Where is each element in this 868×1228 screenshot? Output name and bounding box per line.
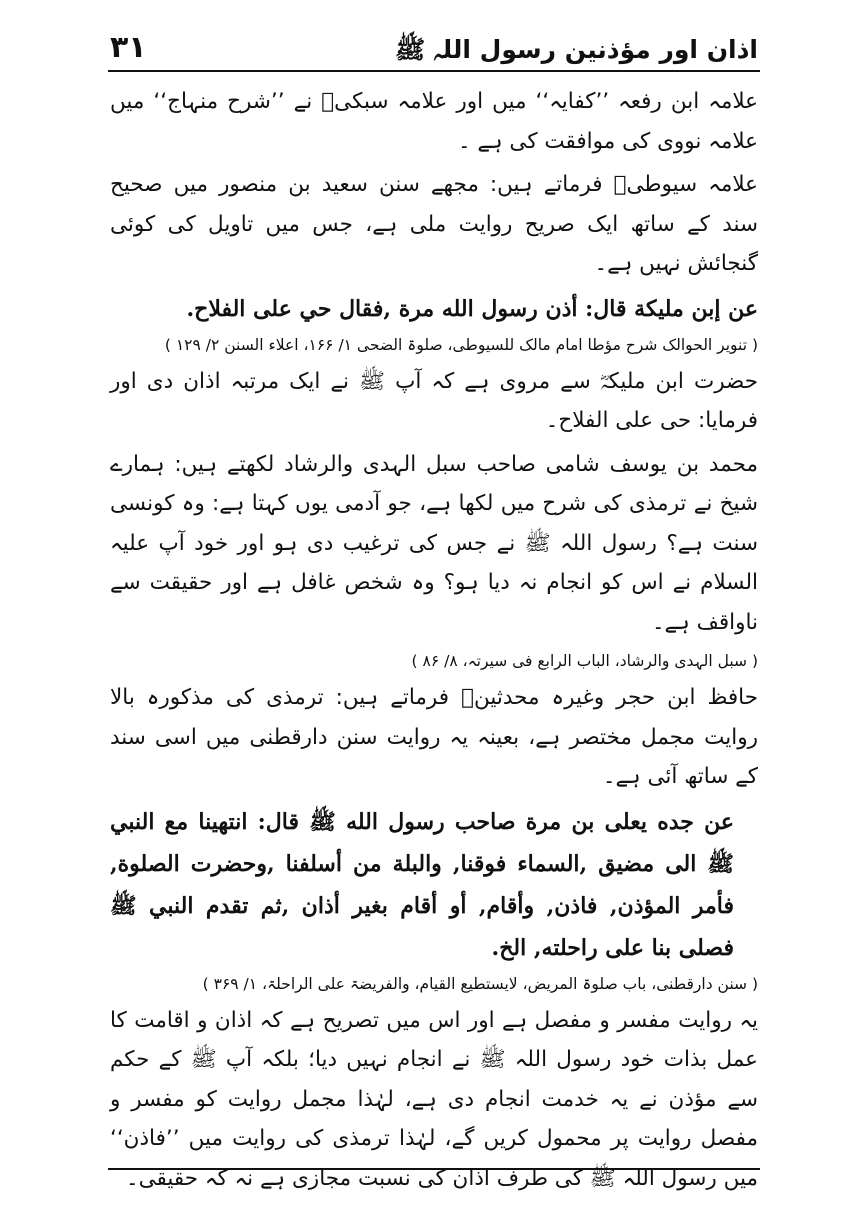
arabic-hadith-ibn-mulaika: عن إبن مليكة قال: أذن رسول الله مرة ,فقال حي على الفلاح. xyxy=(186,295,758,322)
paragraph-shami-statement: محمد بن یوسف شامی صاحب سبل الہدی والرشاد لکھتے ہیں: ہمارے شیخ نے ترمذی کی شرح میں لکھا ہے، جو آدمی یوں کہتا ہے: وہ کونسی سنت ہے؟ رسول اللہ ﷺ نے جس کی ترغیب دی ہو اور خود آپ علیہ السلام نے اس کو انجام نہ دیا ہو؟ وہ شخص غافل ہے اور حقیقت سے ناواقف ہے۔ xyxy=(110,451,758,635)
header-rule xyxy=(108,70,760,72)
reference-tanwir: ( تنویر الحوالک شرح مؤطا امام مالک للسیوطی، صلوۃ الضحی ۱/ ۱۶۶، اعلاء السنن ۲/ ۱۲۹ ) xyxy=(164,335,758,354)
paragraph-suyuti-statement: علامہ سیوطیؒ فرماتے ہیں: مجھے سنن سعید بن منصور میں صحیح سند کے ساتھ ایک صریح روایت ملی ہے، جس میں تاویل کی کوئی گنجائش نہیں ہے۔ xyxy=(110,172,758,276)
paragraph-conclusion: یہ روایت مفسر و مفصل ہے اور اس میں تصریح ہے کہ اذان و اقامت کا عمل بذات خود رسول اللہ ﷺ نے انجام نہیں دیا؛ بلکہ آپ ﷺ کے حکم سے مؤذن نے یہ خدمت انجام دی ہے، لہٰذا مجمل روایت کو مفسر و مفصل روایت پر محمول کریں گے، لہٰذا ترمذی کی روایت میں ’’فاذن‘‘ میں رسول اللہ ﷺ کی طرف اذان کی نسبت مجازی ہے نہ کہ حقیقی۔ xyxy=(110,1007,758,1191)
page-body xyxy=(110,82,758,1202)
page-header xyxy=(110,28,758,72)
footer-rule xyxy=(108,1168,760,1170)
running-title: اذان اور مؤذنین رسول اللہ ﷺ xyxy=(394,35,758,64)
reference-daraqutni: ( سنن دارقطنی، باب صلوۃ المریض، لایستطیع القیام، والفریضۃ علی الراحلۃ، ۱/ ۳۶۹ ) xyxy=(202,974,758,993)
arabic-hadith-yala: عن جده يعلى بن مرة صاحب رسول الله ﷺ قال: انتهينا مع النبي ﷺ الى مضيق ,السماء فوقنا, والبلة من أسلفنا ,وحضرت الصلوة, فأمر المؤذن, فاذن, وأقام, أو أقام بغير أذان ,ثم تقدم النبي ﷺ فصلى بنا على راحلته, الخ. xyxy=(110,808,734,961)
paragraph-hadith-translation: حضرت ابن ملیکہؓ سے مروی ہے کہ آپ ﷺ نے ایک مرتبہ اذان دی اور فرمایا: حی علی الفلاح۔ xyxy=(110,368,758,433)
page-number: ۳۱ xyxy=(110,30,147,65)
paragraph-nawawi-agreement: علامہ ابن رفعہ ’’کفایہ‘‘ میں اور علامہ سبکیؒ نے ’’شرح منہاج‘‘ میں علامہ نووی کی موافقت کی ہے ۔ xyxy=(110,89,758,154)
paragraph-ibn-hajar: حافظ ابن حجر وغیرہ محدثینؒ فرماتے ہیں: ترمذی کی مذکورہ بالا روایت مجمل مختصر ہے، بعینہ یہ روایت سنن دارقطنی میں اسی سند کے ساتھ آئی ہے۔ xyxy=(110,685,758,789)
reference-subul: ( سبل الہدی والرشاد، الباب الرابع فی سیرتہ، ۸/ ۸۶ ) xyxy=(411,652,758,670)
